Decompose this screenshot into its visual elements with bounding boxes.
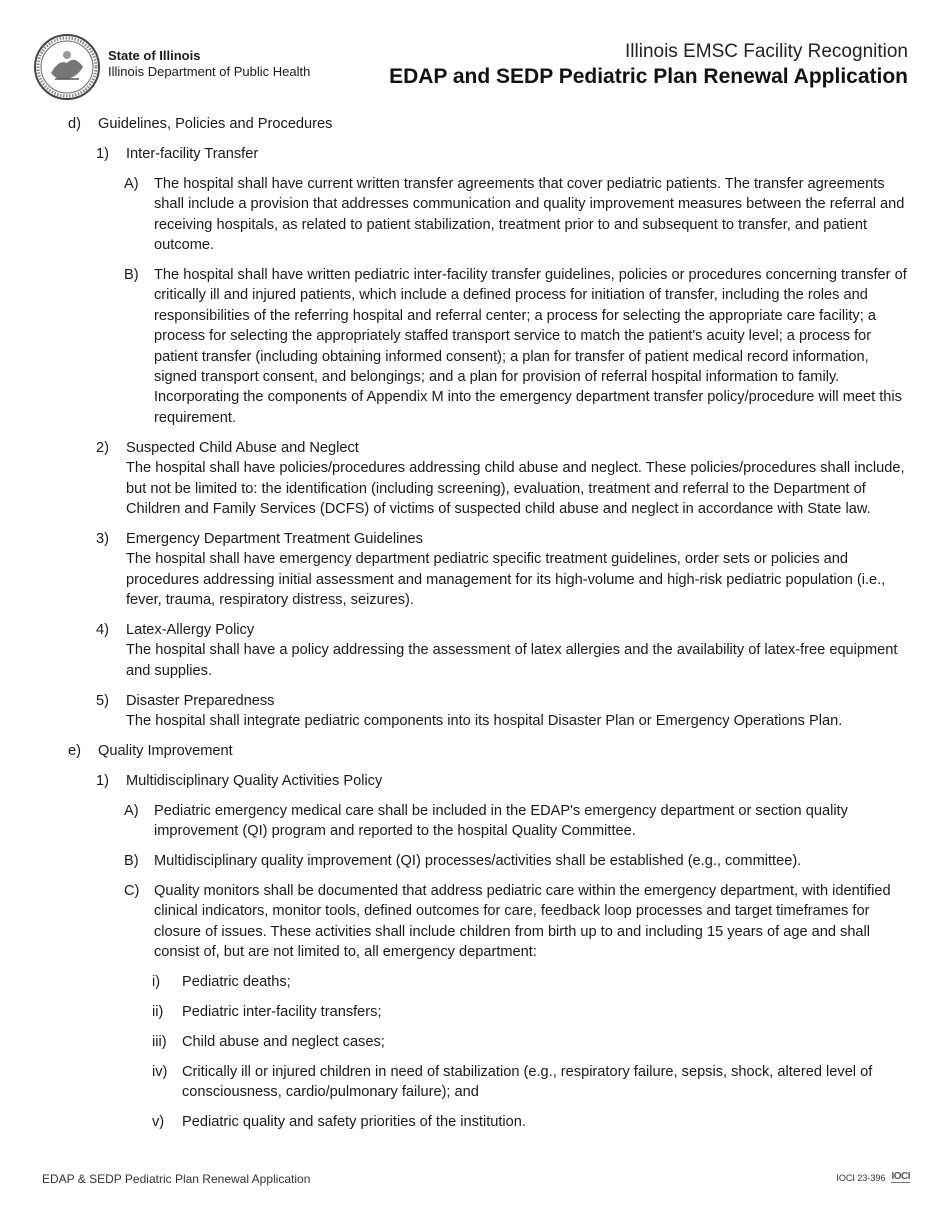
list-item-text: Pediatric quality and safety priorities of the institution.	[182, 1114, 526, 1131]
paragraph-marker: B)	[124, 266, 139, 283]
section-marker: e)	[68, 742, 81, 759]
subsection-heading: Emergency Department Treatment Guidelines	[126, 530, 423, 547]
paragraph-text: Pediatric emergency medical care shall be included in the EDAP's emergency department or section quality improvement (QI) program and reported to the hospital Quality Committee.	[154, 802, 848, 840]
paragraph-marker: A)	[124, 175, 139, 192]
paragraph-marker: C)	[124, 883, 140, 899]
subsection-e1	[96, 771, 910, 791]
subsection-heading: Disaster Preparedness	[126, 692, 275, 709]
list-item-marker: ii)	[152, 1004, 164, 1021]
document-title: EDAP and SEDP Pediatric Plan Renewal Application	[389, 65, 908, 88]
paragraph-text: Multidisciplinary quality improvement (QI) processes/activities shall be established (e.g., committee).	[154, 853, 802, 870]
page-header	[0, 0, 950, 110]
subsection-text: The hospital shall have a policy addressing the assessment of latex allergies and the availability of latex-free equipment and supplies.	[126, 642, 898, 679]
list-item-marker: v)	[152, 1114, 165, 1131]
paragraph-marker: B)	[124, 853, 139, 870]
subsection-heading: Multidisciplinary Quality Activities Policy	[126, 772, 383, 789]
paragraph-e1c	[124, 881, 910, 963]
paragraph-text: Quality monitors shall be documented that address pediatric care within the emergency department, with identified clinical indicators, monitor tools, defined outcomes for care, feedback loop processes and target timeframes for closure of issues. These activities shall include children from birth up to and including 15 years of age and shall consist of, but are not limited to, all emergency department:	[154, 883, 891, 961]
subsection-d3	[96, 529, 910, 611]
section-heading: Guidelines, Policies and Procedures	[98, 116, 333, 132]
subsection-marker: 4)	[96, 621, 109, 638]
list-item-marker: iii)	[152, 1033, 167, 1050]
state-seal-icon	[33, 33, 101, 101]
agency-state: State of Illinois	[108, 48, 201, 63]
subsection-text: The hospital shall have policies/procedures addressing child abuse and neglect. These policies/procedures shall include, but not be limited to: the identification (including screening), evaluation, treatment and referral to the Department of Children and Family Services (DCFS) of victims of suspected child abuse and neglect in accordance with State law.	[126, 460, 905, 517]
document-titles	[389, 40, 908, 90]
subsection-marker: 1)	[96, 772, 109, 789]
subsection-heading: Inter-facility Transfer	[126, 145, 259, 162]
document-body	[68, 114, 910, 1133]
list-item	[152, 1002, 910, 1022]
agency-block	[108, 48, 310, 80]
paragraph-text: The hospital shall have current written transfer agreements that cover pediatric patients. The transfer agreements shall include a provision that addresses communication and quality improvement measures between the referral and receiving hospitals, as related to patient stabilization, treatment prior to and subsequent to transfer, and patient outcome.	[154, 175, 905, 254]
program-title: Illinois EMSC Facility Recognition	[625, 41, 908, 62]
list-item-marker: i)	[152, 974, 161, 991]
subsection-d1	[96, 144, 910, 164]
section-e	[68, 741, 910, 761]
list-item	[152, 972, 910, 992]
subsection-d4	[96, 620, 910, 681]
ioci-logo-icon: IOCI	[891, 1171, 910, 1182]
paragraph-text: The hospital shall have written pediatric inter-facility transfer guidelines, policies or procedures concerning transfer of critically ill and injured patients, which include a defined process for initiation of transfer, including the roles and responsibilities of the referring hospital and referral center; a process for selecting the appropriate care facility; a process for selecting the appropriately staffed transport service to match the patient's acuity level; a process for patient transfer (including obtaining informed consent); a plan for transfer of patient medical record information, signed transport consent, and belongings; and a plan for provision of referral hospital information to family. Incorporating the components of Appendix M into the emergency department transfer policy/procedure will meet this requirement.	[154, 266, 907, 426]
list-item-text: Child abuse and neglect cases;	[182, 1033, 385, 1050]
paragraph-e1b	[124, 851, 910, 871]
list-item	[152, 1112, 910, 1132]
paragraph-d1b	[124, 265, 910, 428]
subsection-heading: Suspected Child Abuse and Neglect	[126, 439, 359, 456]
section-d	[68, 114, 910, 134]
list-item-text: Critically ill or injured children in need of stabilization (e.g., respiratory failure, sepsis, shock, altered level of consciousness, cardio/pulmonary failure); and	[182, 1063, 873, 1101]
paragraph-d1a	[124, 174, 910, 256]
list-item-text: Pediatric deaths;	[182, 974, 291, 991]
paragraph-marker: A)	[124, 802, 139, 819]
subsection-d2	[96, 438, 910, 520]
section-heading: Quality Improvement	[98, 742, 233, 759]
subsection-text: The hospital shall integrate pediatric components into its hospital Disaster Plan or Emergency Operations Plan.	[126, 713, 843, 730]
list-item	[152, 1032, 910, 1052]
subsection-marker: 3)	[96, 530, 109, 547]
subsection-d5	[96, 691, 910, 732]
list-item	[152, 1062, 910, 1103]
subsection-marker: 5)	[96, 692, 109, 709]
subsection-heading: Latex-Allergy Policy	[126, 621, 255, 638]
list-item-marker: iv)	[152, 1063, 168, 1080]
form-code: IOCI 23-396	[836, 1172, 886, 1183]
footer-document-name: EDAP & SEDP Pediatric Plan Renewal Application	[42, 1172, 311, 1186]
subsection-text: The hospital shall have emergency department pediatric specific treatment guidelines, order sets or policies and procedures addressing initial assessment and management for its high-volume and high-risk pediatric population (i.e., fever, trauma, respiratory distress, seizures).	[126, 551, 886, 609]
paragraph-e1a	[124, 801, 910, 842]
list-item-text: Pediatric inter-facility transfers;	[182, 1004, 382, 1021]
subsection-marker: 1)	[96, 145, 109, 162]
subsection-marker: 2)	[96, 439, 109, 456]
agency-department: Illinois Department of Public Health	[108, 64, 311, 79]
section-marker: d)	[68, 116, 81, 132]
footer-form-info	[836, 1172, 910, 1183]
